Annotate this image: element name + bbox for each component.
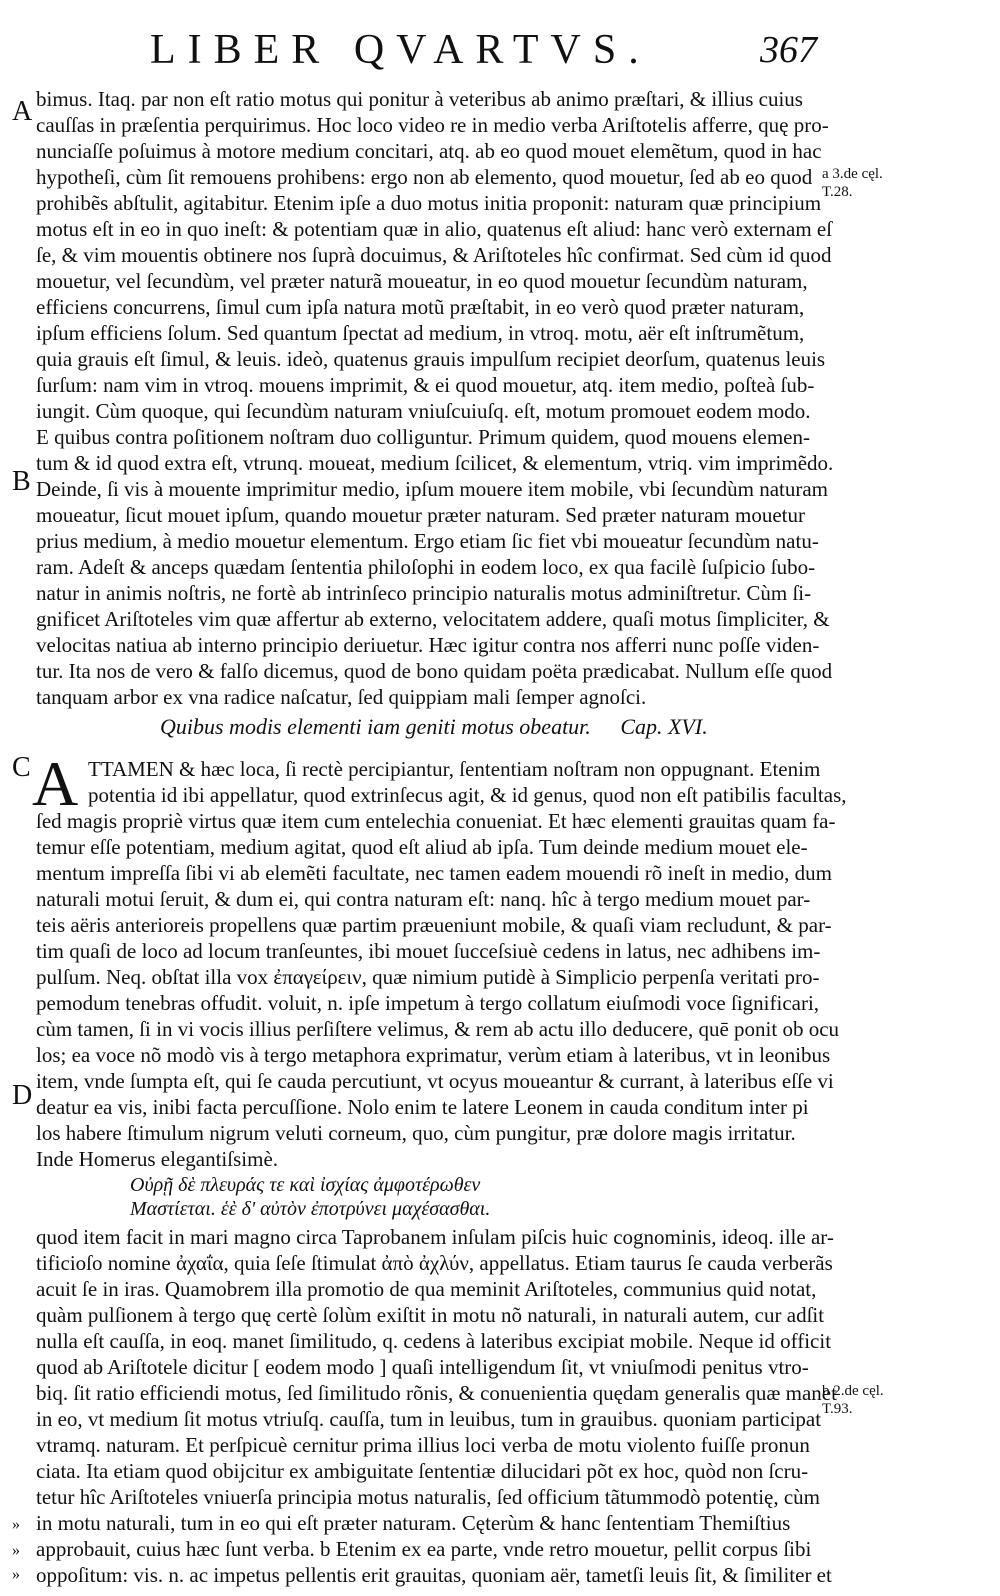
text-line: bimus. Itaq. par non eſt ratio motus qui ponitur à veteribus ab animo præſtari, & illius cuius	[36, 87, 803, 111]
text-line: pemodum tenebras offudit. voluit, n. ipſe impetum à tergo collatum eiuſmodi voce ſignificari,	[36, 991, 820, 1015]
text-line: prohibẽs abſtulit, agitabitur. Etenim ipſe a duo motus initia proponit: naturam quæ principium	[36, 191, 822, 215]
margin-letter-d: D	[12, 1080, 33, 1111]
text-line: cauſſas in præſentia perquirimus. Hoc loco video re in medio verba Ariſtotelis afferre, quę pro-	[36, 113, 829, 137]
text-line: tim quaſi de loco ad locum tranſeuntes, ibi mouet ſucceſsiuè cedens in latus, nec adhibens im-	[36, 939, 821, 963]
text-line: prius medium, à medio mouetur elementum. Ergo etiam ſic fiet vbi moueatur ſecundùm natu-	[36, 529, 819, 553]
quotation-mark: »	[12, 1516, 20, 1533]
text-line: quia grauis eſt ſimul, & leuis. ideò, quatenus grauis impulſum recipiet deorſum, quatenus leuis	[36, 347, 826, 371]
text-line: ciata. Ita etiam quod obijcitur ex ambiguitate ſententiæ dilucidari põt ex hoc, quòd non ſcru-	[36, 1459, 809, 1483]
page-number: 367	[760, 29, 817, 71]
chapter-number: Cap. XVI.	[620, 714, 708, 739]
chapter-heading	[160, 714, 708, 740]
text-line: natur in animis noſtris, ne fortè ab intrinſeco principio naturalis motus adminiſtretur. Cùm ſi-	[36, 581, 812, 605]
text-line: Deinde, ſi vis à mouente imprimitur medio, ipſum mouere item mobile, vbi ſecundùm naturam	[36, 477, 829, 501]
text-line: biq. ſit ratio efficiendi motus, ſed ſimilitudo rõnis, & conuenientia quędam generalis quæ manet	[36, 1381, 837, 1405]
text-line: velocitas natiua ab interno principio deriuetur. Hæc igitur contra nos afferri nunc poſſe viden-	[36, 633, 820, 657]
margin-letter-a: A	[12, 96, 33, 127]
text-line: cùm tamen, ſi in vi vocis illius perſiſtere velimus, & rem ab actu illo deducere, quē ponit ob ocu	[36, 1017, 840, 1041]
text-line: temur eſſe potentiam, medium agitat, quod eſt aliud ab ipſa. Tum deinde medium mouet ele-	[36, 835, 808, 859]
running-title: LIBER QVARTVS.	[150, 27, 651, 73]
text-line: in eo, vt medium ſit motus vtriuſq. cauſſa, tum in leuibus, tum in grauibus. quoniam participat	[36, 1407, 822, 1431]
text-line: hypotheſi, cùm ſit remouens prohibens: ergo non ab elemento, quod mouetur, ſed ab eo quod	[36, 165, 813, 189]
text-line: naturali motui ſeruit, & dum ei, qui contra naturam eſt: nanq. hîc à tergo medium mouet par-	[36, 887, 811, 911]
text-line: mentum impreſſa ſibi vi ab elemẽti facultate, nec tamen eadem mouendi rõ ineſt in medio, dum	[36, 861, 833, 885]
text-line: acuit ſe in iras. Quamobrem illa promotio de qua meminit Ariſtoteles, communius quid notat,	[36, 1277, 817, 1301]
text-line: los habere ſtimulum nigrum veluti corneum, quo, cùm pungitur, præ dolore magis irritatur.	[36, 1121, 796, 1145]
chapter-title: Quibus modis elementi iam geniti motus obeatur.	[160, 714, 591, 739]
greek-verse-line: Μαστίεται. ἑὲ δ' αὐτὸν ἐποτρύνει μαχέσασθαι.	[130, 1198, 491, 1220]
side-note-1: a 3.de cęl. T.28.	[822, 166, 883, 200]
text-line: ſe, & vim mouentis obtinere nos ſuprà docuimus, & Ariſtoteles hîc confirmat. Sed cùm id quod	[36, 243, 832, 267]
text-line: in motu naturali, tum in eo qui eſt præter naturam. Cęterùm & hanc ſententiam Themiſtius	[36, 1511, 791, 1535]
text-line: deatur ea vis, inibi facta percuſſione. Nolo enim te latere Leonem in cauda conditum inter pi	[36, 1095, 809, 1119]
text-line: los; ea voce nõ modò vis à tergo metaphora exprimatur, verùm etiam à lateribus, vt in leonibus	[36, 1043, 831, 1067]
text-line: ſed magis propriè virtus quæ item cum entelechia conueniat. Et hæc elementi grauitas quam fa-	[36, 809, 836, 833]
text-line: quod ab Ariſtotele dicitur [ eodem modo ] quaſi intelligendum ſit, vt vniuſmodi penitus vtro-	[36, 1355, 809, 1379]
text-line: motus eſt in eo in quo ineſt: & potentiam quæ in alio, quatenus eſt aliud: hanc verò externam eſ	[36, 217, 833, 241]
text-line: item, vnde ſumpta eſt, qui ſe cauda percutiunt, vt ocyus moueantur & currant, à lateribus eſſe vi	[36, 1069, 834, 1093]
text-line: nulla eſt cauſſa, in eoq. manet ſimilitudo, q. cedens à lateribus excipiat mobile. Neque id officit	[36, 1329, 832, 1353]
text-line: tanquam arbor ex vna radice naſcatur, ſed quippiam mali ſemper agnoſci.	[36, 685, 647, 709]
text-line: tum & id quod extra eſt, vtrunq. moueat, medium ſcilicet, & elementum, vtriq. vim imprimẽdo.	[36, 451, 834, 475]
text-line: vtramq. naturam. Et perſpicuè cernitur prima illius loci verba de motu violento fuiſſe pronun	[36, 1433, 810, 1457]
text-line: mouetur, vel ſecundùm, vel præter naturã moueatur, in eo quod mouetur ſecundùm naturam,	[36, 269, 808, 293]
text-line: tificioſo nomine ἀχαΐα, quia ſeſe ſtimulat ἀπὸ ἀχλύν, appellatus. Etiam taurus ſe cauda verberãs	[36, 1251, 833, 1275]
quotation-mark: »	[12, 1542, 20, 1559]
text-line: moueatur, ſicut mouet ipſum, quando mouetur præter naturam. Sed præter naturam mouetur	[36, 503, 805, 527]
text-line: nunciaſſe poſuimus à motore medium concitari, atq. ab eo quod mouet elemẽtum, quod in hac	[36, 139, 822, 163]
text-line: TTAMEN & hæc loca, ſi rectè percipiantur, ſententiam noſtram non oppugnant. Etenim	[88, 757, 821, 781]
text-line: ſurſum: nam vim in vtroq. mouens imprimit, & ei quod mouetur, atq. item medio, poſteà ſub-	[36, 373, 815, 397]
side-note-2: b 2.de cęl. T.93.	[822, 1383, 884, 1417]
text-line: pulſum. Neq. obſtat illa vox ἐπαγείρειν, quæ nimium putidè à Simplicio perpenſa veritati pro-	[36, 965, 820, 989]
margin-letter-c: C	[12, 752, 31, 783]
text-line: approbauit, cuius hæc ſunt verba. b Etenim ex ea parte, vnde retro mouetur, pellit corpus ſibi	[36, 1537, 812, 1561]
text-line: tetur hîc Ariſtoteles vniuerſa principia motus naturalis, ſed officium tãtummodò potentię, cùm	[36, 1485, 821, 1509]
text-line: quod item facit in mari magno circa Taprobanem inſulam piſcis huic cognominis, ideoq. ille ar-	[36, 1225, 834, 1249]
text-line: E quibus contra poſitionem noſtram duo colliguntur. Primum quidem, quod mouens elemen-	[36, 425, 810, 449]
text-line: iungit. Cùm quoque, qui ſecundùm naturam vniuſcuiuſq. eſt, motum promouet eodem modo.	[36, 399, 811, 423]
greek-verse-line: Οὐρῇ δὲ πλευράς τε καὶ ἰσχίας ἀμφοτέρωθεν	[130, 1174, 481, 1196]
quotation-mark: »	[12, 1566, 20, 1583]
margin-letter-b: B	[12, 466, 31, 497]
text-line: potentia id ibi appellatur, quod extrinſecus agit, & id genus, quod non eſt patibilis facultas,	[88, 783, 847, 807]
text-line: ram. Adeſt & anceps quædam ſententia philoſophi in eodem loco, ex qua facilè ſuſpicio ſubo-	[36, 555, 816, 579]
text-line: quàm pulſionem à tergo quę certè ſolùm exiſtit in motu nõ naturali, in naturali autem, cur adſit	[36, 1303, 825, 1327]
text-line: teis aëris anterioreis propellens quæ partim præueniunt mobile, & quaſi viam recludunt, & par-	[36, 913, 832, 937]
text-line: tur. Ita nos de vero & falſo dicemus, quod de bono quidam poëta prædicabat. Nullum eſſe quod	[36, 659, 833, 683]
drop-cap: A	[32, 748, 79, 819]
text-line: oppoſitum: vis. n. ac impetus pellentis erit grauitas, quoniam aër, tametſi leuis ſit, & ſimiliter et	[36, 1563, 832, 1587]
page-header	[0, 18, 1000, 78]
text-line: gnificet Ariſtoteles vim quæ affertur ab externo, velocitatem addere, quaſi motus ſimpliciter, &	[36, 607, 830, 631]
text-line: ipſum efficiens ſolum. Sed quantum ſpectat ad medium, in vtroq. motu, aër eſt inſtrumẽtum,	[36, 321, 805, 345]
text-line: efficiens concurrens, ſimul cum ipſa natura motũ præſtabit, in eo verò quod præter naturam,	[36, 295, 805, 319]
text-line: Inde Homerus elegantiſsimè.	[36, 1147, 279, 1171]
